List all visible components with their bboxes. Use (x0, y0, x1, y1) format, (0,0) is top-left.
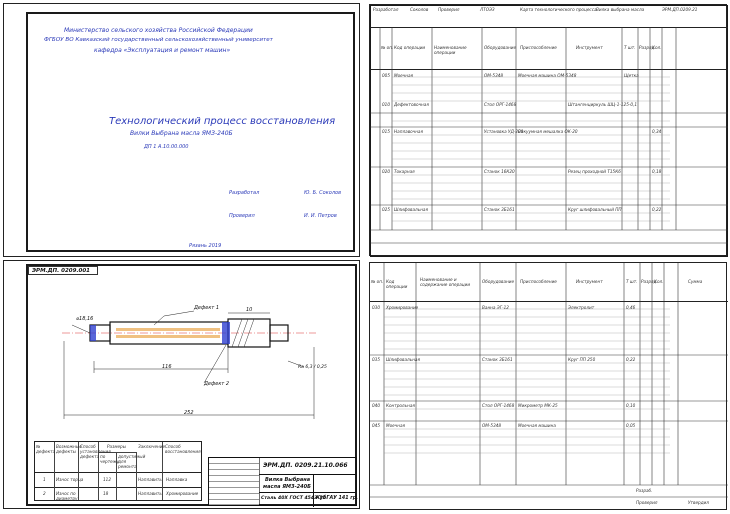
rc2-col-code: Код операции (386, 279, 408, 289)
rc1-row-3-name: Наплавочная (394, 129, 424, 134)
ministry-text: Министерство сельского хозяйства Российской Федерации (64, 27, 253, 34)
process-title: Технологический процесс восстановления (109, 116, 336, 127)
rc2-col-grade: Разряд (641, 279, 657, 284)
rc2-col-sum: Сумма (688, 279, 703, 284)
dim-diameter: ⌀18,16 (76, 316, 94, 322)
rc2-row-1-name: Хромирование (386, 305, 419, 310)
drawing-stamp (208, 457, 357, 506)
rc1-row-1-name: Моечная (394, 73, 414, 78)
rc1-row-2-name: Дефектовочная (394, 102, 429, 107)
stamp-name-2: масла ЯМЗ-240Б (263, 484, 311, 490)
dim-right: 10 (246, 307, 253, 313)
rc1-row-5-eq: Станок 3Б161 (484, 207, 515, 212)
leader-defect-2: Дефект 2 (204, 381, 230, 387)
rc1-head-card: Карта технологического процесса (520, 7, 597, 12)
defects-header-num: № дефекта (36, 444, 56, 454)
rc1-right-code: ЭРМ.ДП.0209.21 (662, 7, 698, 12)
defects-row-2-conclusion: Наплавить (138, 491, 162, 496)
rc2-row-4-note: 0,05 (626, 423, 636, 428)
checked-label: Проверил (229, 213, 255, 219)
rc1-row-2-tool: Штангенциркуль ШЦ-1-125-0,1 (568, 102, 638, 107)
rc1-head-dept: ЛТОЭЗ (480, 7, 495, 12)
defects-row-2-defect: Износ по диаметру (56, 491, 78, 501)
rc1-row-1-tool: Моечная машина ОМ-5348 (518, 73, 577, 78)
stamp-material: Сталь 40Х ГОСТ 4543-71 (261, 496, 326, 501)
rc2-row-3-name: Контрольная (386, 403, 415, 408)
rc2-row-1-tool: Электролит (568, 305, 595, 310)
defects-subheader-drawing: по чертежу (100, 454, 119, 464)
defects-header-sizes: Размеры (107, 444, 127, 449)
rc2-row-2-note: 0,22 (626, 357, 636, 362)
defects-header-restore: Способ восстановления (165, 444, 201, 454)
rc1-row-1-eq: ОМ-5348 (484, 73, 504, 78)
defects-row-1-conclusion: Наплавить (138, 477, 162, 482)
defects-header-method: Способ установления дефекта (80, 444, 111, 459)
rc2-row-3-op: 040 (372, 403, 380, 408)
rc2-bottom-approved: Утвердил (688, 500, 709, 505)
rc1-row-2-eq: Стол ОРГ-1468 (484, 102, 517, 107)
rc1-row-4-tool: Резец проходной Т15К6 (568, 169, 621, 174)
rc2-row-1-note: 0,46 (626, 305, 636, 310)
rc2-bottom-checked: Проверил (636, 500, 658, 505)
developed-label: Разработал (229, 190, 260, 196)
rc1-col-name: Наименование операции (434, 45, 467, 55)
rc2-col-time: Т шт. (626, 279, 638, 284)
developed-name: Ю. Б. Соколов (304, 190, 342, 196)
department-text: кафедра «Эксплуатация и ремонт машин» (94, 47, 231, 54)
route-card-2 (369, 262, 727, 510)
rc1-row-3-eq: Установка УД-209 (484, 129, 524, 134)
rc1-col-tool: Инструмент (576, 45, 603, 50)
university-text: ФГБОУ ВО Кавказский государственный сельскохозяйственный университет (44, 37, 273, 43)
rc2-row-2-tool: Круг ПП 250 (568, 357, 596, 362)
rc2-col-fixture: Приспособление (520, 279, 557, 284)
rc2-bottom-developed: Разраб. (636, 488, 653, 493)
rc2-row-4-tool: Моечная машина (518, 423, 556, 428)
rc2-col-qty: Кол. (654, 279, 664, 284)
rc1-row-4-name: Токарная (394, 169, 415, 174)
rc1-col-op: № оп. (381, 45, 394, 50)
rc1-head-name: Соколов (410, 7, 429, 12)
stamp-org: КубГАУ 141 гр. (316, 496, 358, 501)
rc1-row-1-op: 005 (382, 73, 390, 78)
stamp-code: ЭРМ.ДП. 0209.21.10.066 (263, 462, 348, 469)
rc1-row-4-op: 020 (382, 169, 390, 174)
rc2-row-2-name: Шлифовальная (386, 357, 421, 362)
rc2-row-4-eq: ОМ-5348 (482, 423, 502, 428)
dim-length-mid: 116 (162, 364, 172, 370)
rc1-head-part: Вилка выбрана масла (596, 7, 645, 12)
rc1-col-grade: Разряд (639, 45, 655, 50)
rc1-head-developed: Разработал (373, 7, 399, 12)
defects-header-conclusion: Заключение (138, 444, 166, 449)
rc2-grid (370, 263, 728, 511)
defects-subheader-permit: допустимый для ремонта (118, 454, 146, 469)
rc1-col-qty: Кол. (652, 45, 662, 50)
rc2-row-4-op: 045 (372, 423, 380, 428)
rc1-row-3-op: 015 (382, 129, 390, 134)
leader-defect-1: Дефект 1 (194, 305, 220, 311)
rc1-row-5-name: Шлифовальная (394, 207, 429, 212)
defects-row-1-restore: Наплавка (166, 477, 188, 482)
corner-stamp: ЭРМ.ДП. 0209.001 (28, 266, 98, 275)
rc1-head-checked: Проверил (438, 7, 460, 12)
rc2-col-eq: Оборудование (482, 279, 515, 284)
rc1-col-time: Т шт. (624, 45, 636, 50)
stamp-name-1: Вилка Выбрана (265, 477, 311, 483)
defects-table (34, 441, 202, 501)
route-card-1 (369, 4, 727, 256)
rc1-col-code: Код операции (394, 45, 426, 50)
defects-row-2-restore: Хромирование (166, 491, 199, 496)
rc2-row-4-name: Моечная (386, 423, 406, 428)
rc2-col-op: № оп. (371, 279, 384, 284)
defects-row-1-num: 1 (43, 477, 46, 482)
process-subtitle: Вилки Выбрана масла ЯМЗ-240Б (130, 130, 233, 137)
rc2-row-1-eq: Ванна ЭГ-12 (482, 305, 509, 310)
rc2-col-tool: Инструмент (576, 279, 603, 284)
city-year: Рязань 2019 (189, 243, 222, 249)
rc2-col-name: Наименование и содержание операции (420, 277, 471, 287)
dim-length-total: 252 (184, 410, 194, 416)
rc2-row-3-note: 0,10 (626, 403, 636, 408)
rc1-row-4-note: 0,18 (652, 169, 662, 174)
rc1-row-5-note: 0,22 (652, 207, 662, 212)
rc1-col-fixture: Приспособление (520, 45, 557, 50)
rc1-row-5-op: 025 (382, 207, 390, 212)
defects-row-2-num: 2 (43, 491, 46, 496)
rc1-row-3-tool: Вакуумная мешалка ОК-20 (518, 129, 578, 134)
rc1-row-2-op: 010 (382, 102, 390, 107)
rc2-row-3-tool: Микрометр МК-25 (518, 403, 558, 408)
rc2-row-3-eq: Стол ОРГ-1468 (482, 403, 515, 408)
defects-row-2-drawing: 18 (103, 491, 109, 496)
defects-header-defect: Возможные дефекты (56, 444, 82, 454)
rc1-row-4-eq: Станок 16К20 (484, 169, 515, 174)
rc1-row-5-tool: Круг шлифовальный ПП (568, 207, 622, 212)
rc2-row-2-eq: Станок 3Б161 (482, 357, 513, 362)
drawing-sheet (3, 260, 360, 509)
leader-roughness: Ra 6,3 / 0,25 (298, 365, 327, 370)
rc1-col-eq: Оборудование (484, 45, 517, 50)
defects-row-1-defect: Износ торца (56, 477, 84, 482)
defects-row-1-drawing: 112 (103, 477, 111, 482)
rc1-row-1-note: Щетка (624, 73, 639, 78)
rc2-row-1-op: 030 (372, 305, 380, 310)
rc1-row-3-note: 0,34 (652, 129, 662, 134)
rc2-row-2-op: 035 (372, 357, 380, 362)
checked-name: И. И. Петров (304, 213, 337, 219)
title-sheet (3, 3, 360, 257)
process-code: ДП 1 А.10.00.000 (144, 144, 189, 150)
